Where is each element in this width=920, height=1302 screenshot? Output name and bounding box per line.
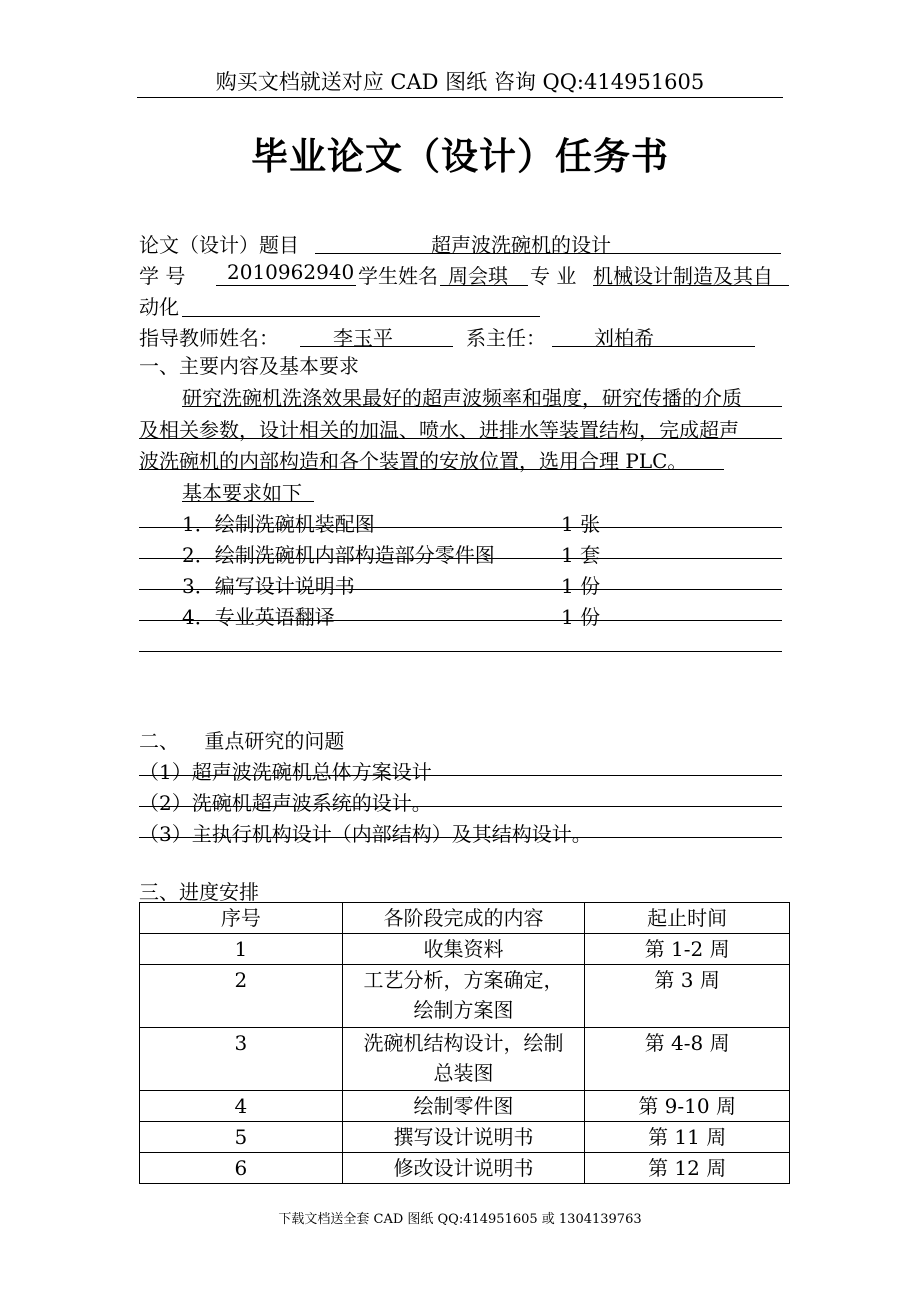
row-content-line-2: 绘制方案图 xyxy=(413,998,514,1022)
requirement-underline-1 xyxy=(139,527,782,528)
requirement-underline-4 xyxy=(139,620,782,621)
requirement-underline-2 xyxy=(139,558,782,559)
section3-heading: 三、进度安排 xyxy=(139,880,259,904)
requirement-qty-4: 1 份 xyxy=(561,605,601,629)
schedule-table xyxy=(139,902,790,1184)
table-row xyxy=(140,1153,790,1184)
row-time: 第 11 周 xyxy=(585,1122,790,1153)
para-underline-2 xyxy=(139,438,782,439)
row-content-line: 撰写设计说明书 xyxy=(393,1125,534,1149)
requirement-qty-1: 1 张 xyxy=(561,512,601,536)
row-time: 第 4-8 周 xyxy=(585,1028,790,1091)
col-header-no: 序号 xyxy=(140,903,343,934)
student-name-underline xyxy=(440,285,528,286)
row-content-line: 收集资料 xyxy=(423,937,504,961)
row-content-line: 工艺分析，方案确定， xyxy=(363,968,564,992)
row-no: 2 xyxy=(140,965,343,1028)
col-header-time: 起止时间 xyxy=(585,903,790,934)
section1-para-line-1: 研究洗碗机洗涤效果最好的超声波频率和强度，研究传播的介质 xyxy=(182,386,742,410)
requirement-item-3: 3．编写设计说明书 xyxy=(182,574,355,598)
row-no: 5 xyxy=(140,1122,343,1153)
topic-underline xyxy=(315,253,781,254)
row-no: 4 xyxy=(140,1091,343,1122)
student-name-label: 学生姓名 xyxy=(358,264,438,288)
requirements-heading: 基本要求如下 xyxy=(182,481,302,505)
table-row xyxy=(140,1028,790,1091)
row-no: 3 xyxy=(140,1028,343,1091)
header-divider xyxy=(137,97,783,98)
col-header-content: 各阶段完成的内容 xyxy=(342,903,585,934)
requirement-item-4: 4．专业英语翻译 xyxy=(182,605,335,629)
requirements-heading-underline xyxy=(182,501,314,502)
topic-value: 超声波洗碗机的设计 xyxy=(431,233,611,257)
section2-underline-3 xyxy=(139,837,782,838)
advisor-value: 李玉平 xyxy=(333,326,393,350)
row-content xyxy=(342,1153,585,1184)
dept-head-value: 刘柏希 xyxy=(594,326,654,350)
major-value: 机械设计制造及其自 xyxy=(593,264,773,288)
requirement-qty-3: 1 份 xyxy=(561,574,601,598)
topic-label: 论文（设计）题目 xyxy=(139,233,299,257)
table-row xyxy=(140,965,790,1028)
major-label: 专 业 xyxy=(530,264,577,288)
section2-item-2: （2）洗碗机超声波系统的设计。 xyxy=(139,791,432,815)
section1-heading: 一、主要内容及基本要求 xyxy=(139,354,359,378)
major-cont-underline xyxy=(182,316,540,317)
row-time: 第 12 周 xyxy=(585,1153,790,1184)
table-row xyxy=(140,1122,790,1153)
dept-head-underline xyxy=(552,346,755,347)
section2-heading: 二、 重点研究的问题 xyxy=(139,729,345,753)
row-content xyxy=(342,1122,585,1153)
blank-underline xyxy=(139,651,782,652)
row-no: 1 xyxy=(140,934,343,965)
row-content-line-2: 总装图 xyxy=(433,1061,494,1085)
major-underline xyxy=(593,285,789,286)
page-title: 毕业论文（设计）任务书 xyxy=(251,135,669,178)
row-time: 第 9-10 周 xyxy=(585,1091,790,1122)
section2-item-1: （1）超声波洗碗机总体方案设计 xyxy=(139,760,432,784)
requirement-item-2: 2．绘制洗碗机内部构造部分零件图 xyxy=(182,543,495,567)
dept-head-label: 系主任： xyxy=(466,326,546,350)
page-footer: 下载文档送全套 CAD 图纸 QQ:414951605 或 1304139763 xyxy=(278,1212,642,1227)
table-header-row xyxy=(140,903,790,934)
row-content xyxy=(342,1091,585,1122)
section2-underline-1 xyxy=(139,775,782,776)
row-content-line: 洗碗机结构设计，绘制 xyxy=(363,1031,564,1055)
student-id-underline xyxy=(216,285,356,286)
advisor-label: 指导教师姓名： xyxy=(139,326,279,350)
row-time: 第 3 周 xyxy=(585,965,790,1028)
requirement-qty-2: 1 套 xyxy=(561,543,601,567)
section1-para-line-3: 波洗碗机的内部构造和各个装置的安放位置，选用合理 PLC。 xyxy=(139,449,688,473)
table-row xyxy=(140,934,790,965)
section1-para-line-2: 及相关参数，设计相关的加温、喷水、进排水等装置结构，完成超声 xyxy=(139,418,739,442)
row-content-line: 修改设计说明书 xyxy=(393,1156,534,1180)
student-id-label: 学 号 xyxy=(139,264,186,288)
row-content xyxy=(342,1028,585,1091)
row-time: 第 1-2 周 xyxy=(585,934,790,965)
para-underline-1 xyxy=(182,406,782,407)
advisor-underline xyxy=(300,346,453,347)
section2-underline-2 xyxy=(139,806,782,807)
section2-item-3: （3）主执行机构设计（内部结构）及其结构设计。 xyxy=(139,822,592,846)
student-id-value: 2010962940 xyxy=(227,260,355,284)
row-content-line: 绘制零件图 xyxy=(413,1094,514,1118)
table-row xyxy=(140,1091,790,1122)
requirement-item-1: 1．绘制洗碗机装配图 xyxy=(182,512,375,536)
row-no: 6 xyxy=(140,1153,343,1184)
page-header: 购买文档就送对应 CAD 图纸 咨询 QQ:414951605 xyxy=(215,70,705,94)
major-value-cont: 动化 xyxy=(139,295,179,319)
row-content xyxy=(342,934,585,965)
row-content xyxy=(342,965,585,1028)
para-underline-3 xyxy=(139,469,724,470)
requirement-underline-3 xyxy=(139,589,782,590)
student-name-value: 周会琪 xyxy=(448,264,508,288)
